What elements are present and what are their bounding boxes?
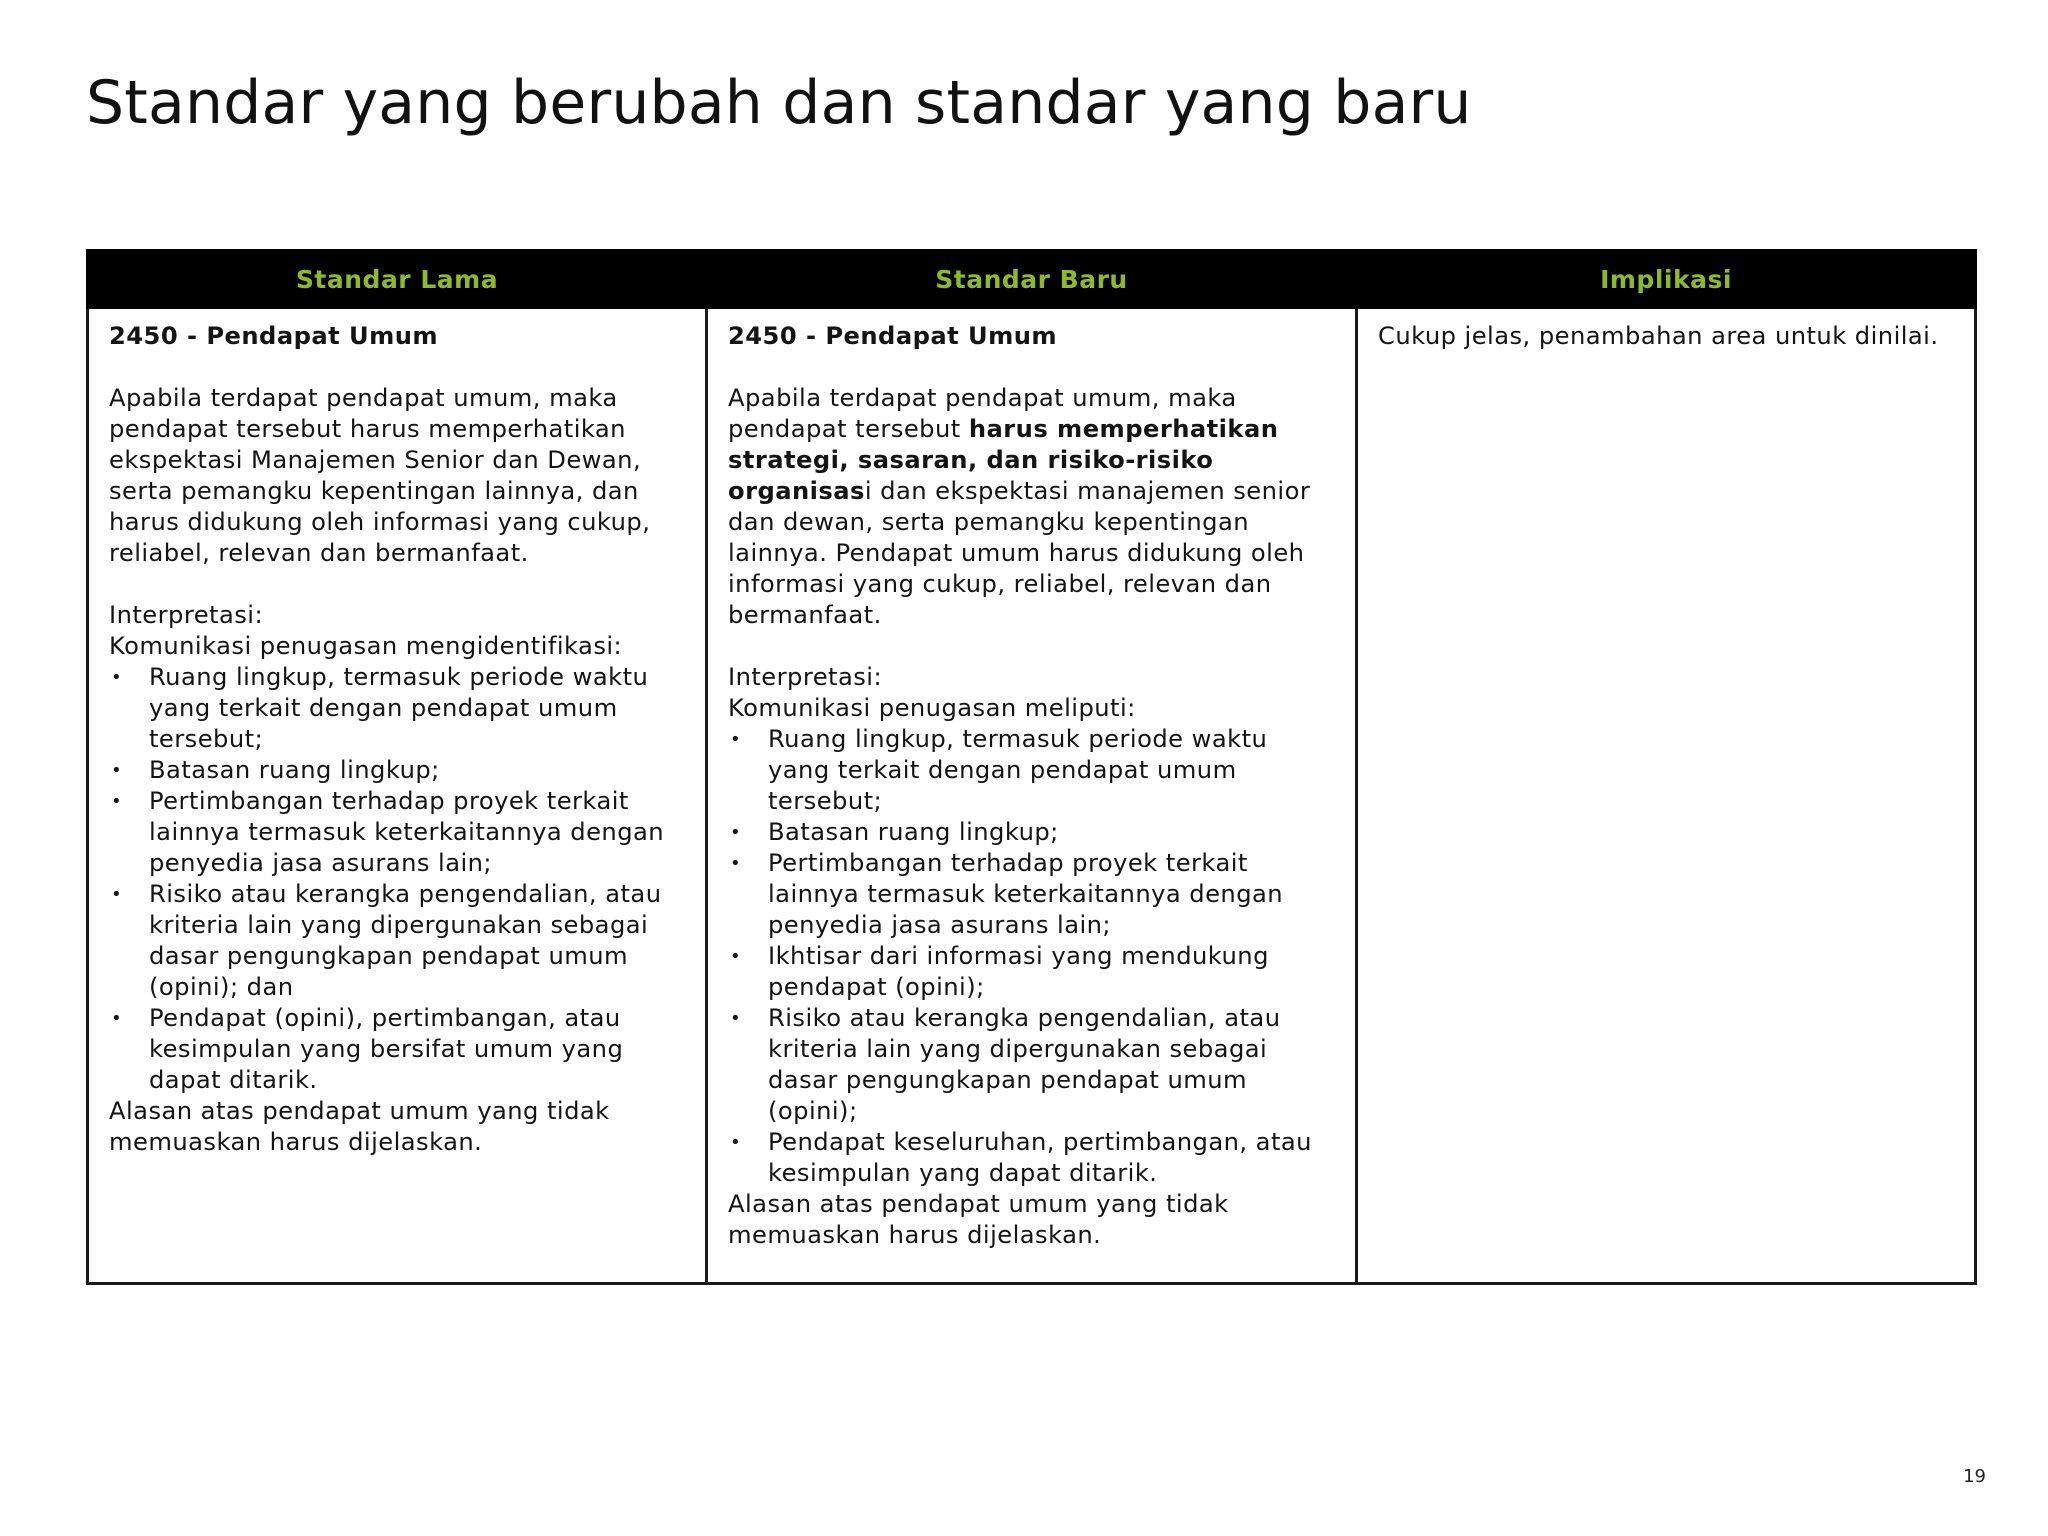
list-item-text: Pendapat keseluruhan, pertimbangan, atau kesimpulan yang dapat ditarik. bbox=[768, 1128, 1312, 1187]
old-standard-cell bbox=[88, 308, 707, 1284]
list-item bbox=[109, 1003, 685, 1096]
old-standard-paragraph: Apabila terdapat pendapat umum, maka pendapat tersebut harus memperhatikan ekspektasi Manajemen Senior dan Dewan, serta pemangku kepentingan lainnya, dan harus didukung oleh informasi yang cukup, reliabel, relevan dan bermanfaat. bbox=[109, 384, 651, 567]
list-item bbox=[728, 1003, 1335, 1127]
spacer bbox=[109, 569, 685, 600]
implication-cell bbox=[1357, 308, 1976, 1284]
bullet-dot-icon: • bbox=[730, 1008, 742, 1029]
old-intro: Komunikasi penugasan mengidentifikasi: bbox=[109, 632, 623, 660]
bullet-dot-icon: • bbox=[111, 791, 123, 812]
list-item bbox=[728, 941, 1335, 1003]
bullet-dot-icon: • bbox=[730, 946, 742, 967]
old-bullet-list bbox=[109, 662, 685, 1096]
list-item bbox=[728, 1127, 1335, 1189]
new-interpretation-label: Interpretasi: bbox=[728, 663, 883, 691]
old-interpretation-label: Interpretasi: bbox=[109, 601, 264, 629]
list-item bbox=[109, 662, 685, 755]
list-item-text: Risiko atau kerangka pengendalian, atau kriteria lain yang dipergunakan sebagai dasar pengungkapan pendapat umum (opini); bbox=[768, 1004, 1281, 1125]
bullet-dot-icon: • bbox=[730, 822, 742, 843]
list-item-text: Batasan ruang lingkup; bbox=[768, 818, 1059, 846]
bullet-dot-icon: • bbox=[111, 760, 123, 781]
new-standard-cell bbox=[707, 308, 1357, 1284]
list-item-text: Ikhtisar dari informasi yang mendukung pendapat (opini); bbox=[768, 942, 1269, 1001]
new-closing: Alasan atas pendapat umum yang tidak memuaskan harus dijelaskan. bbox=[728, 1190, 1229, 1249]
implication-text: Cukup jelas, penambahan area untuk dinilai. bbox=[1378, 322, 1939, 350]
list-item-text: Pertimbangan terhadap proyek terkait lainnya termasuk keterkaitannya dengan penyedia jasa asurans lain; bbox=[149, 787, 665, 877]
list-item-text: Batasan ruang lingkup; bbox=[149, 756, 440, 784]
header-new-standard: Standar Baru bbox=[707, 251, 1357, 308]
list-item-text: Ruang lingkup, termasuk periode waktu yang terkait dengan pendapat umum tersebut; bbox=[149, 663, 649, 753]
list-item bbox=[728, 848, 1335, 941]
bullet-dot-icon: • bbox=[111, 667, 123, 688]
list-item-text: Ruang lingkup, termasuk periode waktu yang terkait dengan pendapat umum tersebut; bbox=[768, 725, 1268, 815]
bullet-dot-icon: • bbox=[111, 884, 123, 905]
table-header-row bbox=[88, 251, 1976, 308]
new-paragraph-start: Apabila terdapat pendapat umum, maka pendapat tersebut bbox=[728, 384, 1237, 443]
spacer bbox=[728, 631, 1335, 662]
header-implication: Implikasi bbox=[1357, 251, 1976, 308]
old-closing: Alasan atas pendapat umum yang tidak memuaskan harus dijelaskan. bbox=[109, 1097, 610, 1156]
list-item-text: Risiko atau kerangka pengendalian, atau kriteria lain yang dipergunakan sebagai dasar pengungkapan pendapat umum (opini); dan bbox=[149, 880, 662, 1001]
new-paragraph-end: i dan ekspektasi manajemen senior dan dewan, serta pemangku kepentingan lainnya. Pendapat umum harus didukung oleh informasi yang cukup, reliabel, relevan dan bermanfaat. bbox=[728, 477, 1311, 629]
standards-comparison-table bbox=[86, 249, 1977, 1285]
list-item-text: Pertimbangan terhadap proyek terkait lainnya termasuk keterkaitannya dengan penyedia jasa asurans lain; bbox=[768, 849, 1284, 939]
new-paragraph-bold: harus memperhatikan strategi, sasaran, dan risiko-risiko organisas bbox=[728, 415, 1279, 505]
list-item bbox=[109, 755, 685, 786]
bullet-dot-icon: • bbox=[730, 853, 742, 874]
new-standard-paragraph bbox=[728, 383, 1335, 631]
table-row bbox=[88, 308, 1976, 1284]
list-item bbox=[728, 817, 1335, 848]
bullet-dot-icon: • bbox=[730, 1132, 742, 1153]
old-standard-heading: 2450 - Pendapat Umum bbox=[109, 322, 439, 350]
page-number: 19 bbox=[1963, 1466, 1986, 1487]
new-intro: Komunikasi penugasan meliputi: bbox=[728, 694, 1136, 722]
list-item bbox=[109, 786, 685, 879]
list-item bbox=[109, 879, 685, 1003]
list-item bbox=[728, 724, 1335, 817]
list-item-text: Pendapat (opini), pertimbangan, atau kesimpulan yang bersifat umum yang dapat ditarik. bbox=[149, 1004, 624, 1094]
new-bullet-list bbox=[728, 724, 1335, 1189]
bullet-dot-icon: • bbox=[730, 729, 742, 750]
new-standard-heading: 2450 - Pendapat Umum bbox=[728, 322, 1058, 350]
page-title: Standar yang berubah dan standar yang baru bbox=[86, 68, 1472, 138]
header-old-standard: Standar Lama bbox=[88, 251, 707, 308]
bullet-dot-icon: • bbox=[111, 1008, 123, 1029]
